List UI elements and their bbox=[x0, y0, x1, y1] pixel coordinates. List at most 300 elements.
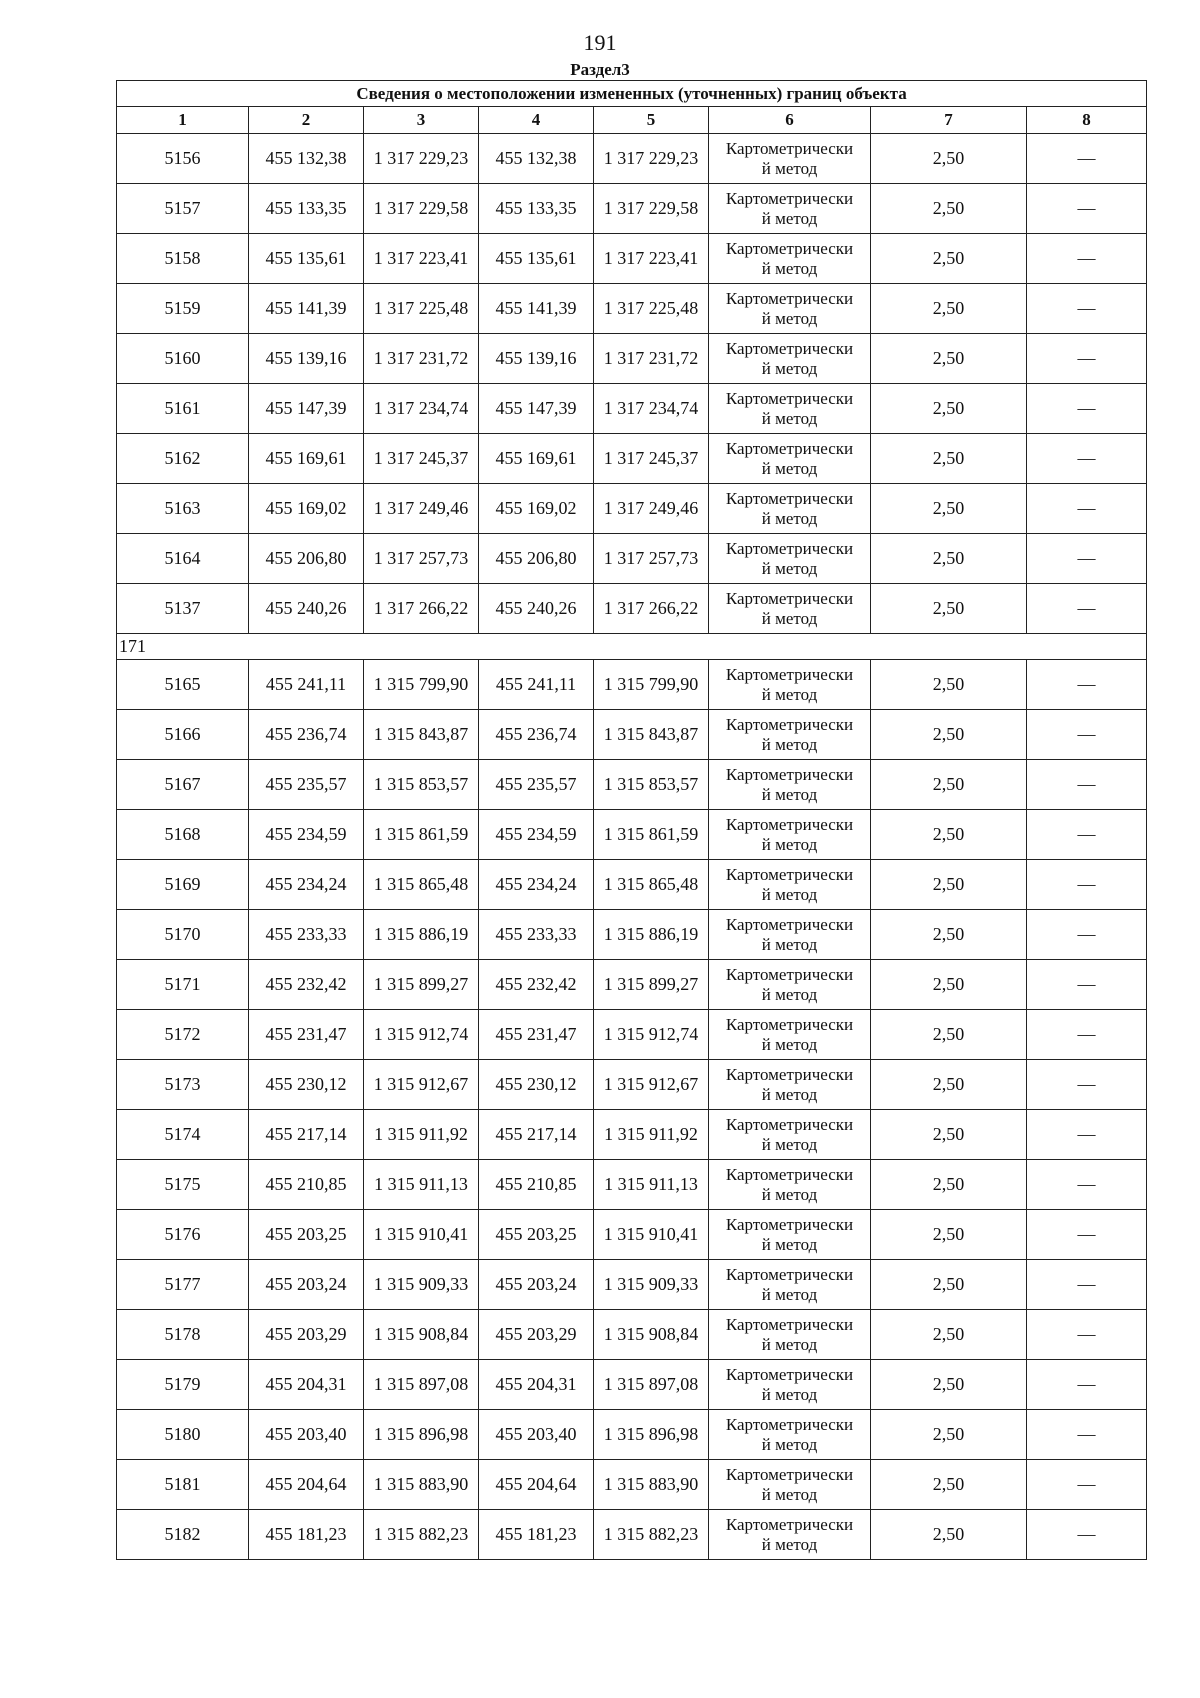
method-line-1: Картометрически bbox=[725, 288, 854, 308]
table-row bbox=[117, 1460, 1147, 1510]
accuracy-value: 2,50 bbox=[871, 960, 1027, 1010]
table-row bbox=[117, 1310, 1147, 1360]
method-line-2: й метод bbox=[761, 1484, 818, 1504]
method-line-2: й метод bbox=[761, 934, 818, 954]
method-line-1: Картометрически bbox=[725, 1064, 854, 1084]
method-line-1: Картометрически bbox=[725, 864, 854, 884]
method-line-2: й метод bbox=[761, 308, 818, 328]
method-line-1: Картометрически bbox=[725, 964, 854, 984]
column-number: 4 bbox=[479, 107, 594, 134]
accuracy-value: 2,50 bbox=[871, 1010, 1027, 1060]
x-new-coordinate: 455 231,47 bbox=[479, 1010, 594, 1060]
method-line-1: Картометрически bbox=[725, 388, 854, 408]
note-value: — bbox=[1027, 1360, 1147, 1410]
table-row bbox=[117, 1260, 1147, 1310]
point-number: 5157 bbox=[117, 184, 249, 234]
table-row bbox=[117, 860, 1147, 910]
point-number: 5171 bbox=[117, 960, 249, 1010]
method-line-2: й метод bbox=[761, 1334, 818, 1354]
method-line-2: й метод bbox=[761, 458, 818, 478]
x-new-coordinate: 455 204,64 bbox=[479, 1460, 594, 1510]
x-coordinate: 455 204,64 bbox=[249, 1460, 364, 1510]
method-line-1: Картометрически bbox=[725, 764, 854, 784]
method-line-1: Картометрически bbox=[725, 238, 854, 258]
point-number: 5178 bbox=[117, 1310, 249, 1360]
x-coordinate: 455 234,59 bbox=[249, 810, 364, 860]
x-coordinate: 455 240,26 bbox=[249, 584, 364, 634]
point-number: 5167 bbox=[117, 760, 249, 810]
accuracy-value: 2,50 bbox=[871, 1510, 1027, 1560]
note-value: — bbox=[1027, 1510, 1147, 1560]
x-coordinate: 455 217,14 bbox=[249, 1110, 364, 1160]
note-value: — bbox=[1027, 184, 1147, 234]
point-number: 5163 bbox=[117, 484, 249, 534]
point-number: 5156 bbox=[117, 134, 249, 184]
accuracy-value: 2,50 bbox=[871, 860, 1027, 910]
y-new-coordinate: 1 317 249,46 bbox=[594, 484, 709, 534]
method-line-2: й метод bbox=[761, 1434, 818, 1454]
method-line-2: й метод bbox=[761, 608, 818, 628]
note-value: — bbox=[1027, 710, 1147, 760]
x-coordinate: 455 234,24 bbox=[249, 860, 364, 910]
table-row bbox=[117, 1010, 1147, 1060]
y-new-coordinate: 1 315 899,27 bbox=[594, 960, 709, 1010]
table-row bbox=[117, 584, 1147, 634]
x-coordinate: 455 210,85 bbox=[249, 1160, 364, 1210]
x-new-coordinate: 455 133,35 bbox=[479, 184, 594, 234]
y-new-coordinate: 1 317 229,58 bbox=[594, 184, 709, 234]
y-coordinate: 1 317 229,58 bbox=[364, 184, 479, 234]
y-coordinate: 1 317 223,41 bbox=[364, 234, 479, 284]
method-line-2: й метод bbox=[761, 884, 818, 904]
point-number: 5182 bbox=[117, 1510, 249, 1560]
x-new-coordinate: 455 181,23 bbox=[479, 1510, 594, 1560]
method-line-2: й метод bbox=[761, 1384, 818, 1404]
point-number: 5169 bbox=[117, 860, 249, 910]
table-caption: Сведения о местоположении измененных (уточненных) границ объекта bbox=[117, 81, 1147, 107]
method-line-1: Картометрически bbox=[725, 1014, 854, 1034]
y-coordinate: 1 315 799,90 bbox=[364, 660, 479, 710]
method-line-1: Картометрически bbox=[725, 588, 854, 608]
method-line-2: й метод bbox=[761, 1084, 818, 1104]
y-new-coordinate: 1 315 886,19 bbox=[594, 910, 709, 960]
method-cell bbox=[709, 434, 871, 484]
point-number: 5137 bbox=[117, 584, 249, 634]
method-line-1: Картометрически bbox=[725, 1364, 854, 1384]
boundary-table bbox=[116, 80, 1147, 1560]
accuracy-value: 2,50 bbox=[871, 1260, 1027, 1310]
y-new-coordinate: 1 317 257,73 bbox=[594, 534, 709, 584]
y-new-coordinate: 1 315 911,92 bbox=[594, 1110, 709, 1160]
table-row bbox=[117, 1160, 1147, 1210]
point-number: 5158 bbox=[117, 234, 249, 284]
y-coordinate: 1 315 911,92 bbox=[364, 1110, 479, 1160]
method-line-1: Картометрически bbox=[725, 488, 854, 508]
method-line-1: Картометрически bbox=[725, 814, 854, 834]
x-coordinate: 455 133,35 bbox=[249, 184, 364, 234]
section-title: Раздел3 bbox=[570, 60, 630, 79]
accuracy-value: 2,50 bbox=[871, 760, 1027, 810]
note-value: — bbox=[1027, 484, 1147, 534]
y-coordinate: 1 317 234,74 bbox=[364, 384, 479, 434]
method-line-2: й метод bbox=[761, 1134, 818, 1154]
table-row bbox=[117, 960, 1147, 1010]
accuracy-value: 2,50 bbox=[871, 384, 1027, 434]
method-line-2: й метод bbox=[761, 1034, 818, 1054]
point-number: 5162 bbox=[117, 434, 249, 484]
point-number: 5168 bbox=[117, 810, 249, 860]
note-value: — bbox=[1027, 1110, 1147, 1160]
x-new-coordinate: 455 203,40 bbox=[479, 1410, 594, 1460]
x-new-coordinate: 455 234,24 bbox=[479, 860, 594, 910]
y-coordinate: 1 315 908,84 bbox=[364, 1310, 479, 1360]
point-number: 5165 bbox=[117, 660, 249, 710]
accuracy-value: 2,50 bbox=[871, 134, 1027, 184]
method-cell bbox=[709, 284, 871, 334]
y-new-coordinate: 1 315 910,41 bbox=[594, 1210, 709, 1260]
x-coordinate: 455 139,16 bbox=[249, 334, 364, 384]
table-row bbox=[117, 334, 1147, 384]
x-coordinate: 455 204,31 bbox=[249, 1360, 364, 1410]
x-coordinate: 455 181,23 bbox=[249, 1510, 364, 1560]
table-row bbox=[117, 234, 1147, 284]
method-line-2: й метод bbox=[761, 508, 818, 528]
table-row bbox=[117, 660, 1147, 710]
y-new-coordinate: 1 315 882,23 bbox=[594, 1510, 709, 1560]
method-line-2: й метод bbox=[761, 1184, 818, 1204]
column-number: 3 bbox=[364, 107, 479, 134]
y-coordinate: 1 315 882,23 bbox=[364, 1510, 479, 1560]
table-row bbox=[117, 484, 1147, 534]
x-coordinate: 455 132,38 bbox=[249, 134, 364, 184]
table-row bbox=[117, 1210, 1147, 1260]
y-coordinate: 1 315 896,98 bbox=[364, 1410, 479, 1460]
method-cell bbox=[709, 1260, 871, 1310]
method-line-2: й метод bbox=[761, 408, 818, 428]
accuracy-value: 2,50 bbox=[871, 184, 1027, 234]
method-line-1: Картометрически bbox=[725, 1464, 854, 1484]
x-new-coordinate: 455 217,14 bbox=[479, 1110, 594, 1160]
y-coordinate: 1 315 865,48 bbox=[364, 860, 479, 910]
y-new-coordinate: 1 317 223,41 bbox=[594, 234, 709, 284]
method-line-1: Картометрически bbox=[725, 188, 854, 208]
method-cell bbox=[709, 384, 871, 434]
x-coordinate: 455 141,39 bbox=[249, 284, 364, 334]
method-line-1: Картометрически bbox=[725, 1414, 854, 1434]
note-value: — bbox=[1027, 134, 1147, 184]
y-new-coordinate: 1 317 225,48 bbox=[594, 284, 709, 334]
method-line-1: Картометрически bbox=[725, 1264, 854, 1284]
method-cell bbox=[709, 1210, 871, 1260]
x-new-coordinate: 455 135,61 bbox=[479, 234, 594, 284]
note-value: — bbox=[1027, 334, 1147, 384]
y-new-coordinate: 1 315 883,90 bbox=[594, 1460, 709, 1510]
y-coordinate: 1 317 225,48 bbox=[364, 284, 479, 334]
accuracy-value: 2,50 bbox=[871, 284, 1027, 334]
point-number: 5176 bbox=[117, 1210, 249, 1260]
method-line-2: й метод bbox=[761, 784, 818, 804]
method-cell bbox=[709, 860, 871, 910]
x-coordinate: 455 232,42 bbox=[249, 960, 364, 1010]
column-number: 5 bbox=[594, 107, 709, 134]
method-line-2: й метод bbox=[761, 558, 818, 578]
point-number: 5172 bbox=[117, 1010, 249, 1060]
table-row bbox=[117, 1110, 1147, 1160]
note-value: — bbox=[1027, 1460, 1147, 1510]
method-cell bbox=[709, 710, 871, 760]
method-line-2: й метод bbox=[761, 208, 818, 228]
x-coordinate: 455 147,39 bbox=[249, 384, 364, 434]
note-value: — bbox=[1027, 1010, 1147, 1060]
column-number: 7 bbox=[871, 107, 1027, 134]
table-row bbox=[117, 1360, 1147, 1410]
method-cell bbox=[709, 1160, 871, 1210]
note-value: — bbox=[1027, 584, 1147, 634]
note-value: — bbox=[1027, 1310, 1147, 1360]
y-new-coordinate: 1 315 909,33 bbox=[594, 1260, 709, 1310]
method-cell bbox=[709, 1460, 871, 1510]
y-coordinate: 1 315 911,13 bbox=[364, 1160, 479, 1210]
note-value: — bbox=[1027, 960, 1147, 1010]
y-coordinate: 1 315 883,90 bbox=[364, 1460, 479, 1510]
page-number: 191 bbox=[583, 30, 617, 55]
accuracy-value: 2,50 bbox=[871, 710, 1027, 760]
x-new-coordinate: 455 210,85 bbox=[479, 1160, 594, 1210]
x-new-coordinate: 455 141,39 bbox=[479, 284, 594, 334]
y-new-coordinate: 1 315 843,87 bbox=[594, 710, 709, 760]
y-new-coordinate: 1 315 861,59 bbox=[594, 810, 709, 860]
y-new-coordinate: 1 315 911,13 bbox=[594, 1160, 709, 1210]
y-new-coordinate: 1 315 912,67 bbox=[594, 1060, 709, 1110]
x-coordinate: 455 203,24 bbox=[249, 1260, 364, 1310]
method-cell bbox=[709, 584, 871, 634]
point-number: 5179 bbox=[117, 1360, 249, 1410]
x-coordinate: 455 235,57 bbox=[249, 760, 364, 810]
y-coordinate: 1 317 249,46 bbox=[364, 484, 479, 534]
x-new-coordinate: 455 203,24 bbox=[479, 1260, 594, 1310]
y-new-coordinate: 1 317 266,22 bbox=[594, 584, 709, 634]
y-coordinate: 1 317 266,22 bbox=[364, 584, 479, 634]
y-new-coordinate: 1 315 908,84 bbox=[594, 1310, 709, 1360]
table-row bbox=[117, 1060, 1147, 1110]
method-line-1: Картометрически bbox=[725, 714, 854, 734]
x-new-coordinate: 455 240,26 bbox=[479, 584, 594, 634]
y-coordinate: 1 315 909,33 bbox=[364, 1260, 479, 1310]
x-new-coordinate: 455 139,16 bbox=[479, 334, 594, 384]
accuracy-value: 2,50 bbox=[871, 334, 1027, 384]
method-cell bbox=[709, 1310, 871, 1360]
method-line-1: Картометрически bbox=[725, 138, 854, 158]
note-value: — bbox=[1027, 1160, 1147, 1210]
x-coordinate: 455 135,61 bbox=[249, 234, 364, 284]
x-new-coordinate: 455 233,33 bbox=[479, 910, 594, 960]
column-number-row bbox=[117, 107, 1147, 134]
method-cell bbox=[709, 960, 871, 1010]
y-new-coordinate: 1 317 231,72 bbox=[594, 334, 709, 384]
accuracy-value: 2,50 bbox=[871, 584, 1027, 634]
method-cell bbox=[709, 1410, 871, 1460]
table-row bbox=[117, 710, 1147, 760]
note-value: — bbox=[1027, 1410, 1147, 1460]
table-row bbox=[117, 384, 1147, 434]
point-number: 5159 bbox=[117, 284, 249, 334]
y-coordinate: 1 317 231,72 bbox=[364, 334, 479, 384]
x-new-coordinate: 455 234,59 bbox=[479, 810, 594, 860]
method-cell bbox=[709, 810, 871, 860]
method-cell bbox=[709, 184, 871, 234]
note-value: — bbox=[1027, 860, 1147, 910]
group-label: 171 bbox=[117, 634, 1147, 660]
y-new-coordinate: 1 315 853,57 bbox=[594, 760, 709, 810]
accuracy-value: 2,50 bbox=[871, 1110, 1027, 1160]
x-new-coordinate: 455 230,12 bbox=[479, 1060, 594, 1110]
x-new-coordinate: 455 132,38 bbox=[479, 134, 594, 184]
method-cell bbox=[709, 334, 871, 384]
method-cell bbox=[709, 760, 871, 810]
accuracy-value: 2,50 bbox=[871, 1160, 1027, 1210]
column-number: 8 bbox=[1027, 107, 1147, 134]
y-new-coordinate: 1 317 245,37 bbox=[594, 434, 709, 484]
column-number: 6 bbox=[709, 107, 871, 134]
y-new-coordinate: 1 317 229,23 bbox=[594, 134, 709, 184]
y-coordinate: 1 315 899,27 bbox=[364, 960, 479, 1010]
note-value: — bbox=[1027, 384, 1147, 434]
method-cell bbox=[709, 660, 871, 710]
y-new-coordinate: 1 315 896,98 bbox=[594, 1410, 709, 1460]
point-number: 5180 bbox=[117, 1410, 249, 1460]
note-value: — bbox=[1027, 1060, 1147, 1110]
x-new-coordinate: 455 241,11 bbox=[479, 660, 594, 710]
point-number: 5177 bbox=[117, 1260, 249, 1310]
point-number: 5170 bbox=[117, 910, 249, 960]
table-row bbox=[117, 184, 1147, 234]
y-coordinate: 1 315 861,59 bbox=[364, 810, 479, 860]
method-cell bbox=[709, 1110, 871, 1160]
y-coordinate: 1 315 853,57 bbox=[364, 760, 479, 810]
method-line-1: Картометрически bbox=[725, 1114, 854, 1134]
table-row bbox=[117, 284, 1147, 334]
table-row bbox=[117, 1410, 1147, 1460]
method-line-1: Картометрически bbox=[725, 438, 854, 458]
point-number: 5164 bbox=[117, 534, 249, 584]
y-new-coordinate: 1 315 865,48 bbox=[594, 860, 709, 910]
method-cell bbox=[709, 484, 871, 534]
accuracy-value: 2,50 bbox=[871, 534, 1027, 584]
table-row bbox=[117, 434, 1147, 484]
table-row bbox=[117, 134, 1147, 184]
point-number: 5174 bbox=[117, 1110, 249, 1160]
x-coordinate: 455 206,80 bbox=[249, 534, 364, 584]
method-line-2: й метод bbox=[761, 1234, 818, 1254]
x-coordinate: 455 169,02 bbox=[249, 484, 364, 534]
method-line-1: Картометрически bbox=[725, 338, 854, 358]
x-coordinate: 455 241,11 bbox=[249, 660, 364, 710]
method-cell bbox=[709, 134, 871, 184]
x-coordinate: 455 231,47 bbox=[249, 1010, 364, 1060]
x-new-coordinate: 455 203,25 bbox=[479, 1210, 594, 1260]
note-value: — bbox=[1027, 910, 1147, 960]
x-coordinate: 455 203,29 bbox=[249, 1310, 364, 1360]
accuracy-value: 2,50 bbox=[871, 1460, 1027, 1510]
method-line-2: й метод bbox=[761, 1284, 818, 1304]
y-new-coordinate: 1 315 799,90 bbox=[594, 660, 709, 710]
method-line-2: й метод bbox=[761, 1534, 818, 1554]
point-number: 5175 bbox=[117, 1160, 249, 1210]
x-new-coordinate: 455 236,74 bbox=[479, 710, 594, 760]
x-new-coordinate: 455 204,31 bbox=[479, 1360, 594, 1410]
method-line-2: й метод bbox=[761, 158, 818, 178]
method-cell bbox=[709, 910, 871, 960]
table-row bbox=[117, 910, 1147, 960]
table-caption-row bbox=[117, 81, 1147, 107]
y-coordinate: 1 315 910,41 bbox=[364, 1210, 479, 1260]
y-coordinate: 1 317 245,37 bbox=[364, 434, 479, 484]
note-value: — bbox=[1027, 660, 1147, 710]
table-row bbox=[117, 760, 1147, 810]
y-new-coordinate: 1 315 912,74 bbox=[594, 1010, 709, 1060]
y-coordinate: 1 315 843,87 bbox=[364, 710, 479, 760]
note-value: — bbox=[1027, 434, 1147, 484]
x-coordinate: 455 233,33 bbox=[249, 910, 364, 960]
accuracy-value: 2,50 bbox=[871, 1310, 1027, 1360]
point-number: 5161 bbox=[117, 384, 249, 434]
note-value: — bbox=[1027, 234, 1147, 284]
accuracy-value: 2,50 bbox=[871, 1410, 1027, 1460]
method-cell bbox=[709, 1510, 871, 1560]
method-line-1: Картометрически bbox=[725, 1164, 854, 1184]
accuracy-value: 2,50 bbox=[871, 234, 1027, 284]
x-coordinate: 455 236,74 bbox=[249, 710, 364, 760]
x-coordinate: 455 169,61 bbox=[249, 434, 364, 484]
accuracy-value: 2,50 bbox=[871, 1060, 1027, 1110]
x-new-coordinate: 455 169,02 bbox=[479, 484, 594, 534]
method-cell bbox=[709, 234, 871, 284]
method-line-2: й метод bbox=[761, 684, 818, 704]
accuracy-value: 2,50 bbox=[871, 910, 1027, 960]
method-line-1: Картометрически bbox=[725, 1214, 854, 1234]
note-value: — bbox=[1027, 810, 1147, 860]
y-coordinate: 1 315 897,08 bbox=[364, 1360, 479, 1410]
group-row bbox=[117, 634, 1147, 660]
column-number: 1 bbox=[117, 107, 249, 134]
method-line-1: Картометрически bbox=[725, 1514, 854, 1534]
y-new-coordinate: 1 317 234,74 bbox=[594, 384, 709, 434]
note-value: — bbox=[1027, 1210, 1147, 1260]
note-value: — bbox=[1027, 534, 1147, 584]
y-coordinate: 1 317 229,23 bbox=[364, 134, 479, 184]
accuracy-value: 2,50 bbox=[871, 660, 1027, 710]
point-number: 5173 bbox=[117, 1060, 249, 1110]
y-new-coordinate: 1 315 897,08 bbox=[594, 1360, 709, 1410]
x-new-coordinate: 455 232,42 bbox=[479, 960, 594, 1010]
point-number: 5181 bbox=[117, 1460, 249, 1510]
method-line-1: Картометрически bbox=[725, 538, 854, 558]
method-line-2: й метод bbox=[761, 734, 818, 754]
table-row bbox=[117, 1510, 1147, 1560]
method-line-2: й метод bbox=[761, 258, 818, 278]
point-number: 5166 bbox=[117, 710, 249, 760]
note-value: — bbox=[1027, 284, 1147, 334]
method-line-1: Картометрически bbox=[725, 1314, 854, 1334]
note-value: — bbox=[1027, 1260, 1147, 1310]
column-number: 2 bbox=[249, 107, 364, 134]
method-cell bbox=[709, 1010, 871, 1060]
accuracy-value: 2,50 bbox=[871, 1360, 1027, 1410]
table-row bbox=[117, 534, 1147, 584]
note-value: — bbox=[1027, 760, 1147, 810]
x-coordinate: 455 203,25 bbox=[249, 1210, 364, 1260]
x-coordinate: 455 203,40 bbox=[249, 1410, 364, 1460]
